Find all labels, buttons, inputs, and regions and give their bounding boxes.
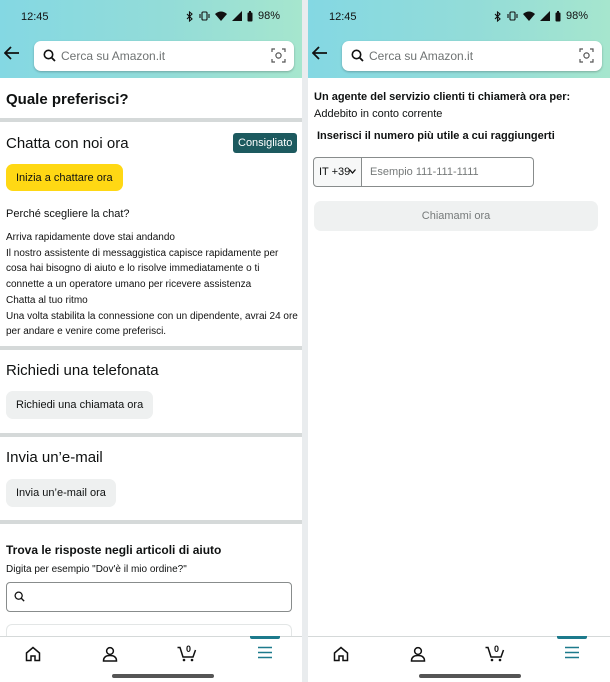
- signal-icon: [232, 11, 242, 21]
- help-search-input[interactable]: [29, 587, 279, 607]
- chat-benefit-1-title: Arriva rapidamente dove stai andando: [6, 232, 175, 243]
- active-tab-indicator: [557, 636, 587, 639]
- callback-intro: Un agente del servizio clienti ti chiamerà ora per:: [314, 91, 571, 103]
- search-bar[interactable]: [34, 41, 294, 71]
- camera-search-icon[interactable]: [579, 48, 594, 63]
- section-divider: [0, 520, 302, 524]
- cart-count: 0: [494, 644, 500, 654]
- phone-number-input[interactable]: [362, 157, 534, 187]
- search-icon: [43, 49, 56, 62]
- country-code-value: IT +39: [319, 166, 351, 178]
- chat-benefit-2: [6, 293, 298, 340]
- search-icon: [14, 591, 25, 602]
- battery-icon: [555, 11, 561, 22]
- account-icon[interactable]: [410, 646, 426, 662]
- battery-percent: 98%: [257, 10, 280, 22]
- status-icons: [494, 10, 588, 22]
- status-time: 12:45: [21, 11, 49, 23]
- search-icon: [351, 49, 364, 62]
- chat-section-title: Chatta con noi ora: [6, 135, 129, 152]
- phone-number-label: Inserisci il numero più utile a cui raggiungerti: [317, 130, 555, 142]
- search-input[interactable]: [369, 45, 569, 67]
- account-icon[interactable]: [102, 646, 118, 662]
- call-section-title: Richiedi una telefonata: [6, 362, 159, 379]
- chevron-down-icon: [349, 169, 356, 174]
- help-articles-title: Trova le risposte negli articoli di aiuto: [6, 543, 222, 557]
- left-screen: [0, 0, 302, 682]
- country-code-select[interactable]: [313, 157, 362, 187]
- gesture-bar: [112, 674, 214, 678]
- bottom-nav: [0, 636, 302, 682]
- battery-percent: 98%: [565, 10, 588, 22]
- app-header: [308, 0, 610, 78]
- search-bar[interactable]: [342, 41, 602, 71]
- home-icon[interactable]: [333, 646, 349, 662]
- call-me-now-button[interactable]: Chiamami ora: [314, 201, 598, 231]
- help-search-hint: Digita per esempio "Dov'è il mio ordine?": [6, 564, 187, 575]
- status-time: 12:45: [329, 11, 357, 23]
- wifi-icon: [523, 11, 535, 21]
- request-call-button[interactable]: Richiedi una chiamata ora: [6, 391, 153, 419]
- bottom-nav: [308, 636, 610, 682]
- vibrate-icon: [507, 11, 518, 21]
- recommended-badge: Consigliato: [233, 133, 297, 153]
- active-tab-indicator: [250, 636, 280, 639]
- camera-search-icon[interactable]: [271, 48, 286, 63]
- bluetooth-icon: [494, 11, 502, 22]
- home-icon[interactable]: [25, 646, 41, 662]
- back-arrow-icon[interactable]: [4, 46, 20, 60]
- menu-icon[interactable]: [565, 646, 579, 659]
- send-email-button[interactable]: Invia un’e-mail ora: [6, 479, 116, 507]
- search-input[interactable]: [61, 45, 261, 67]
- chat-benefit-2-text: Una volta stabilita la connessione con un dipendente, avrai 24 ore per andare e venire come preferisci.: [6, 310, 298, 337]
- vibrate-icon: [199, 11, 210, 21]
- status-icons: [186, 10, 280, 22]
- menu-icon[interactable]: [258, 646, 272, 659]
- right-screen: [308, 0, 610, 682]
- help-search-box[interactable]: [6, 582, 292, 612]
- gesture-bar: [419, 674, 521, 678]
- signal-icon: [540, 11, 550, 21]
- bluetooth-icon: [186, 11, 194, 22]
- chat-benefit-1: [6, 230, 298, 292]
- app-header: [0, 0, 302, 78]
- back-arrow-icon[interactable]: [312, 46, 328, 60]
- callback-topic: Addebito in conto corrente: [314, 108, 443, 120]
- section-divider: [0, 346, 302, 350]
- chat-benefit-1-text: Il nostro assistente di messaggistica capisce rapidamente per cosa hai bisogno di aiuto e lo risolve immediatamente o ti connette a un operatore umano per ricevere assistenza: [6, 247, 279, 290]
- cart-count: 0: [186, 644, 192, 654]
- email-section-title: Invia un’e-mail: [6, 449, 103, 466]
- wifi-icon: [215, 11, 227, 21]
- chat-benefit-2-title: Chatta al tuo ritmo: [6, 295, 88, 306]
- page-title: Quale preferisci?: [6, 91, 129, 108]
- battery-icon: [247, 11, 253, 22]
- why-chat-title: Perché scegliere la chat?: [6, 208, 130, 220]
- start-chat-button[interactable]: Inizia a chattare ora: [6, 164, 123, 191]
- section-divider: [0, 433, 302, 437]
- section-divider: [0, 118, 302, 122]
